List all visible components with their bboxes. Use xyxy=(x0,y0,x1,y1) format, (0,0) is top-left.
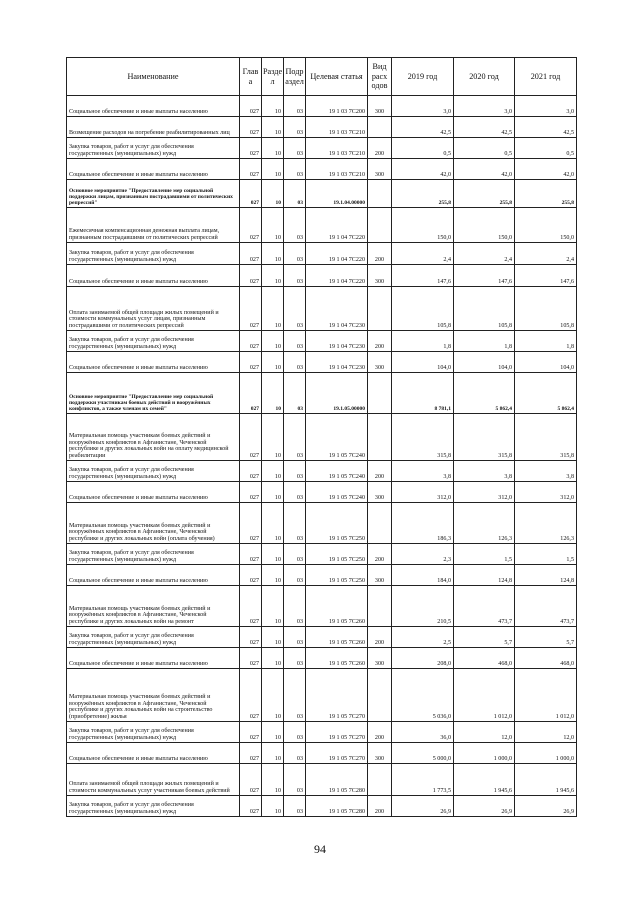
cell-2020: 5 862,4 xyxy=(454,373,515,414)
cell-glava: 027 xyxy=(240,627,262,648)
cell-2020: 2,4 xyxy=(454,243,515,265)
cell-2021: 104,0 xyxy=(515,352,577,373)
cell-vid: 300 xyxy=(368,565,392,586)
cell-2021: 2,4 xyxy=(515,243,577,265)
cell-podrazdel: 03 xyxy=(284,352,306,373)
table-row xyxy=(67,461,577,482)
cell-statya: 19 1 04 7С230 xyxy=(306,352,368,373)
cell-statya: 19 1 05 7С280 xyxy=(306,796,368,817)
cell-razdel: 10 xyxy=(262,180,284,208)
cell-statya: 19 1 04 7С230 xyxy=(306,331,368,352)
cell-name: Социальное обеспечение и иные выплаты населению xyxy=(67,96,240,117)
cell-2019: 208,0 xyxy=(392,648,454,669)
cell-name: Основное мероприятие "Предоставление мер социальной поддержки лицам, признанным пострадавшими от политических репрессий" xyxy=(67,180,240,208)
cell-statya: 19 1 05 7С270 xyxy=(306,669,368,722)
table-row xyxy=(67,180,577,208)
cell-name: Социальное обеспечение и иные выплаты населению xyxy=(67,352,240,373)
cell-2019: 42,5 xyxy=(392,117,454,138)
cell-glava: 027 xyxy=(240,287,262,331)
cell-razdel: 10 xyxy=(262,138,284,159)
cell-2019: 8 781,1 xyxy=(392,373,454,414)
cell-statya: 19 1 04 7С220 xyxy=(306,265,368,287)
cell-2020: 468,0 xyxy=(454,648,515,669)
cell-2019: 210,5 xyxy=(392,586,454,627)
cell-vid: 200 xyxy=(368,461,392,482)
cell-razdel: 10 xyxy=(262,414,284,461)
cell-vid xyxy=(368,586,392,627)
cell-2019: 150,0 xyxy=(392,208,454,243)
header-glava: Глав а xyxy=(240,58,262,96)
cell-2020: 0,5 xyxy=(454,138,515,159)
table-row xyxy=(67,796,577,817)
cell-glava: 027 xyxy=(240,96,262,117)
cell-statya: 19 1 05 7С240 xyxy=(306,461,368,482)
cell-name: Социальное обеспечение и иные выплаты населению xyxy=(67,743,240,764)
table-row xyxy=(67,159,577,180)
header-statya: Целевая статья xyxy=(306,58,368,96)
cell-podrazdel: 03 xyxy=(284,669,306,722)
cell-podrazdel: 03 xyxy=(284,648,306,669)
cell-statya: 19 1 03 7С210 xyxy=(306,159,368,180)
cell-vid: 200 xyxy=(368,138,392,159)
cell-name: Социальное обеспечение и иные выплаты населению xyxy=(67,159,240,180)
cell-2021: 1 000,0 xyxy=(515,743,577,764)
table-row xyxy=(67,138,577,159)
cell-podrazdel: 03 xyxy=(284,482,306,503)
cell-vid: 300 xyxy=(368,352,392,373)
cell-name: Социальное обеспечение и иные выплаты населению xyxy=(67,648,240,669)
cell-statya: 19 1 05 7С260 xyxy=(306,648,368,669)
cell-2020: 1,8 xyxy=(454,331,515,352)
cell-razdel: 10 xyxy=(262,331,284,352)
cell-razdel: 10 xyxy=(262,159,284,180)
cell-vid xyxy=(368,414,392,461)
cell-statya: 19 1 03 7С210 xyxy=(306,138,368,159)
cell-name: Закупка товаров, работ и услуг для обеспечения государственных (муниципальных) нужд xyxy=(67,243,240,265)
cell-name: Закупка товаров, работ и услуг для обеспечения государственных (муниципальных) нужд xyxy=(67,627,240,648)
table-row xyxy=(67,586,577,627)
cell-2019: 3,0 xyxy=(392,96,454,117)
cell-vid xyxy=(368,287,392,331)
table-row xyxy=(67,743,577,764)
cell-vid: 200 xyxy=(368,722,392,743)
cell-2021: 473,7 xyxy=(515,586,577,627)
cell-vid: 200 xyxy=(368,796,392,817)
cell-podrazdel: 03 xyxy=(284,117,306,138)
cell-2021: 3,8 xyxy=(515,461,577,482)
table-row xyxy=(67,96,577,117)
cell-name: Материальная помощь участникам боевых действий и вооружённых конфликтов в Афганистане, Чеченской республике и других локальных войн на оплату медицинской реабилитации xyxy=(67,414,240,461)
cell-razdel: 10 xyxy=(262,627,284,648)
cell-statya: 19 1 05 7С280 xyxy=(306,764,368,796)
cell-statya: 19.1.05.00000 xyxy=(306,373,368,414)
cell-podrazdel: 03 xyxy=(284,180,306,208)
cell-2021: 1 012,0 xyxy=(515,669,577,722)
cell-podrazdel: 03 xyxy=(284,627,306,648)
cell-razdel: 10 xyxy=(262,482,284,503)
cell-razdel: 10 xyxy=(262,722,284,743)
cell-2020: 42,0 xyxy=(454,159,515,180)
cell-2019: 36,0 xyxy=(392,722,454,743)
cell-vid xyxy=(368,180,392,208)
cell-2019: 26,9 xyxy=(392,796,454,817)
cell-razdel: 10 xyxy=(262,503,284,544)
cell-podrazdel: 03 xyxy=(284,796,306,817)
cell-2020: 124,8 xyxy=(454,565,515,586)
cell-2021: 124,8 xyxy=(515,565,577,586)
cell-podrazdel: 03 xyxy=(284,414,306,461)
cell-glava: 027 xyxy=(240,565,262,586)
cell-name: Социальное обеспечение и иные выплаты населению xyxy=(67,565,240,586)
cell-razdel: 10 xyxy=(262,669,284,722)
cell-glava: 027 xyxy=(240,544,262,565)
cell-glava: 027 xyxy=(240,648,262,669)
table-row xyxy=(67,503,577,544)
cell-podrazdel: 03 xyxy=(284,208,306,243)
cell-2021: 42,5 xyxy=(515,117,577,138)
cell-2020: 312,0 xyxy=(454,482,515,503)
cell-2019: 255,8 xyxy=(392,180,454,208)
table-row xyxy=(67,243,577,265)
table-row xyxy=(67,373,577,414)
cell-statya: 19 1 05 7С250 xyxy=(306,503,368,544)
cell-2020: 255,8 xyxy=(454,180,515,208)
cell-podrazdel: 03 xyxy=(284,743,306,764)
cell-podrazdel: 03 xyxy=(284,265,306,287)
cell-vid: 300 xyxy=(368,482,392,503)
cell-vid: 300 xyxy=(368,159,392,180)
cell-razdel: 10 xyxy=(262,796,284,817)
table-row xyxy=(67,117,577,138)
cell-statya: 19 1 05 7С250 xyxy=(306,565,368,586)
cell-podrazdel: 03 xyxy=(284,565,306,586)
table-row xyxy=(67,722,577,743)
cell-name: Материальная помощь участникам боевых действий и вооружённых конфликтов в Афганистане, Чеченской республике и других локальных войн на строительство (приобретение) жилья xyxy=(67,669,240,722)
cell-razdel: 10 xyxy=(262,373,284,414)
cell-razdel: 10 xyxy=(262,565,284,586)
cell-name: Закупка товаров, работ и услуг для обеспечения государственных (муниципальных) нужд xyxy=(67,461,240,482)
cell-podrazdel: 03 xyxy=(284,331,306,352)
cell-2021: 5 862,4 xyxy=(515,373,577,414)
header-vid: Вид расх одов xyxy=(368,58,392,96)
cell-name: Материальная помощь участникам боевых действий и вооружённых конфликтов в Афганистане, Чеченской республике и других локальных войн (оплата обучения) xyxy=(67,503,240,544)
cell-2020: 147,6 xyxy=(454,265,515,287)
cell-2021: 105,8 xyxy=(515,287,577,331)
cell-2021: 26,9 xyxy=(515,796,577,817)
table-row xyxy=(67,208,577,243)
cell-2019: 0,5 xyxy=(392,138,454,159)
cell-name: Социальное обеспечение и иные выплаты населению xyxy=(67,482,240,503)
cell-razdel: 10 xyxy=(262,117,284,138)
cell-2021: 1,8 xyxy=(515,331,577,352)
cell-2020: 473,7 xyxy=(454,586,515,627)
cell-2019: 42,0 xyxy=(392,159,454,180)
cell-2019: 3,8 xyxy=(392,461,454,482)
cell-vid: 300 xyxy=(368,96,392,117)
cell-glava: 027 xyxy=(240,352,262,373)
cell-statya: 19.1.04.00000 xyxy=(306,180,368,208)
cell-2019: 312,0 xyxy=(392,482,454,503)
table-row xyxy=(67,331,577,352)
cell-2019: 5 000,0 xyxy=(392,743,454,764)
cell-2021: 312,0 xyxy=(515,482,577,503)
cell-2019: 1,8 xyxy=(392,331,454,352)
header-2021: 2021 год xyxy=(515,58,577,96)
cell-vid: 200 xyxy=(368,243,392,265)
cell-2020: 1 945,6 xyxy=(454,764,515,796)
cell-glava: 027 xyxy=(240,586,262,627)
cell-podrazdel: 03 xyxy=(284,287,306,331)
cell-podrazdel: 03 xyxy=(284,243,306,265)
cell-glava: 027 xyxy=(240,331,262,352)
cell-glava: 027 xyxy=(240,138,262,159)
cell-vid xyxy=(368,669,392,722)
cell-2020: 3,0 xyxy=(454,96,515,117)
cell-podrazdel: 03 xyxy=(284,96,306,117)
table-row xyxy=(67,265,577,287)
cell-2021: 3,0 xyxy=(515,96,577,117)
cell-2019: 104,0 xyxy=(392,352,454,373)
cell-name: Закупка товаров, работ и услуг для обеспечения государственных (муниципальных) нужд xyxy=(67,138,240,159)
cell-podrazdel: 03 xyxy=(284,461,306,482)
cell-2021: 150,0 xyxy=(515,208,577,243)
cell-razdel: 10 xyxy=(262,461,284,482)
cell-vid xyxy=(368,764,392,796)
cell-2019: 186,3 xyxy=(392,503,454,544)
cell-razdel: 10 xyxy=(262,648,284,669)
cell-vid: 200 xyxy=(368,627,392,648)
cell-vid: 300 xyxy=(368,648,392,669)
cell-vid xyxy=(368,208,392,243)
cell-glava: 027 xyxy=(240,208,262,243)
cell-2020: 12,0 xyxy=(454,722,515,743)
cell-2020: 1 000,0 xyxy=(454,743,515,764)
header-podrazdel: Подр аздел xyxy=(284,58,306,96)
cell-glava: 027 xyxy=(240,265,262,287)
cell-name: Оплата занимаемой общей площади жилых помещений и стоимости коммунальных услуг участникам боевых действий xyxy=(67,764,240,796)
cell-podrazdel: 03 xyxy=(284,159,306,180)
cell-vid xyxy=(368,117,392,138)
cell-glava: 027 xyxy=(240,743,262,764)
header-name: Наименование xyxy=(67,58,240,96)
cell-2021: 1 945,6 xyxy=(515,764,577,796)
cell-vid: 300 xyxy=(368,265,392,287)
cell-glava: 027 xyxy=(240,117,262,138)
cell-podrazdel: 03 xyxy=(284,586,306,627)
cell-2021: 468,0 xyxy=(515,648,577,669)
table-row xyxy=(67,565,577,586)
cell-razdel: 10 xyxy=(262,96,284,117)
budget-table xyxy=(66,57,577,817)
cell-razdel: 10 xyxy=(262,764,284,796)
cell-statya: 19 1 03 7С200 xyxy=(306,96,368,117)
cell-vid xyxy=(368,503,392,544)
cell-name: Оплата занимаемой общей площади жилых помещений и стоимости коммунальных услуг лицам, признанным пострадавшими от политических репрессий xyxy=(67,287,240,331)
cell-2021: 5,7 xyxy=(515,627,577,648)
cell-podrazdel: 03 xyxy=(284,764,306,796)
cell-podrazdel: 03 xyxy=(284,373,306,414)
table-row xyxy=(67,352,577,373)
table-row xyxy=(67,287,577,331)
cell-glava: 027 xyxy=(240,243,262,265)
cell-name: Закупка товаров, работ и услуг для обеспечения государственных (муниципальных) нужд xyxy=(67,331,240,352)
cell-statya: 19 1 05 7С270 xyxy=(306,743,368,764)
cell-podrazdel: 03 xyxy=(284,544,306,565)
cell-name: Закупка товаров, работ и услуг для обеспечения государственных (муниципальных) нужд xyxy=(67,544,240,565)
cell-name: Возмещение расходов на погребение реабилитированных лиц xyxy=(67,117,240,138)
cell-glava: 027 xyxy=(240,722,262,743)
cell-podrazdel: 03 xyxy=(284,503,306,544)
header-2019: 2019 год xyxy=(392,58,454,96)
cell-2019: 105,8 xyxy=(392,287,454,331)
cell-2020: 105,8 xyxy=(454,287,515,331)
cell-glava: 027 xyxy=(240,373,262,414)
cell-vid: 200 xyxy=(368,544,392,565)
cell-2019: 315,8 xyxy=(392,414,454,461)
cell-2020: 1 012,0 xyxy=(454,669,515,722)
cell-glava: 027 xyxy=(240,461,262,482)
cell-2019: 2,4 xyxy=(392,243,454,265)
cell-statya: 19 1 04 7С220 xyxy=(306,208,368,243)
cell-2019: 1 773,5 xyxy=(392,764,454,796)
cell-2019: 5 036,0 xyxy=(392,669,454,722)
cell-2019: 147,6 xyxy=(392,265,454,287)
cell-razdel: 10 xyxy=(262,208,284,243)
cell-name: Основное мероприятие "Предоставление мер социальной поддержки участникам боевых действий и вооружённых конфликтов, а также членам их семей" xyxy=(67,373,240,414)
cell-vid xyxy=(368,373,392,414)
cell-name: Закупка товаров, работ и услуг для обеспечения государственных (муниципальных) нужд xyxy=(67,722,240,743)
cell-2020: 315,8 xyxy=(454,414,515,461)
cell-glava: 027 xyxy=(240,669,262,722)
cell-razdel: 10 xyxy=(262,243,284,265)
cell-podrazdel: 03 xyxy=(284,138,306,159)
cell-2020: 126,3 xyxy=(454,503,515,544)
header-2020: 2020 год xyxy=(454,58,515,96)
cell-2020: 150,0 xyxy=(454,208,515,243)
cell-razdel: 10 xyxy=(262,352,284,373)
cell-2021: 255,8 xyxy=(515,180,577,208)
cell-razdel: 10 xyxy=(262,743,284,764)
cell-statya: 19 1 05 7С260 xyxy=(306,586,368,627)
cell-2020: 104,0 xyxy=(454,352,515,373)
cell-vid: 300 xyxy=(368,743,392,764)
table-row xyxy=(67,648,577,669)
cell-glava: 027 xyxy=(240,482,262,503)
cell-name: Социальное обеспечение и иные выплаты населению xyxy=(67,265,240,287)
cell-2020: 26,9 xyxy=(454,796,515,817)
page-number: 94 xyxy=(314,842,326,856)
table-row xyxy=(67,669,577,722)
cell-statya: 19 1 05 7С270 xyxy=(306,722,368,743)
cell-2021: 42,0 xyxy=(515,159,577,180)
cell-statya: 19 1 05 7С240 xyxy=(306,414,368,461)
cell-statya: 19 1 04 7С230 xyxy=(306,287,368,331)
cell-razdel: 10 xyxy=(262,544,284,565)
cell-2021: 126,3 xyxy=(515,503,577,544)
cell-name: Ежемесячная компенсационная денежная выплата лицам, признанным пострадавшими от политических репрессий xyxy=(67,208,240,243)
cell-2021: 315,8 xyxy=(515,414,577,461)
cell-statya: 19 1 03 7С210 xyxy=(306,117,368,138)
cell-2019: 2,5 xyxy=(392,627,454,648)
cell-podrazdel: 03 xyxy=(284,722,306,743)
cell-glava: 027 xyxy=(240,503,262,544)
table-row xyxy=(67,482,577,503)
cell-2020: 3,8 xyxy=(454,461,515,482)
cell-2019: 184,0 xyxy=(392,565,454,586)
cell-2021: 147,6 xyxy=(515,265,577,287)
cell-2021: 12,0 xyxy=(515,722,577,743)
cell-2020: 42,5 xyxy=(454,117,515,138)
cell-2020: 5,7 xyxy=(454,627,515,648)
cell-glava: 027 xyxy=(240,764,262,796)
cell-statya: 19 1 05 7С240 xyxy=(306,482,368,503)
table-row xyxy=(67,544,577,565)
table-body xyxy=(67,96,577,817)
cell-glava: 027 xyxy=(240,796,262,817)
cell-statya: 19 1 05 7С260 xyxy=(306,627,368,648)
table-row xyxy=(67,627,577,648)
cell-2019: 2,3 xyxy=(392,544,454,565)
cell-2021: 0,5 xyxy=(515,138,577,159)
cell-name: Закупка товаров, работ и услуг для обеспечения государственных (муниципальных) нужд xyxy=(67,796,240,817)
cell-statya: 19 1 04 7С220 xyxy=(306,243,368,265)
cell-2021: 1,5 xyxy=(515,544,577,565)
cell-razdel: 10 xyxy=(262,287,284,331)
table-row xyxy=(67,764,577,796)
cell-statya: 19 1 05 7С250 xyxy=(306,544,368,565)
cell-glava: 027 xyxy=(240,414,262,461)
table-header-row xyxy=(67,58,577,96)
cell-razdel: 10 xyxy=(262,586,284,627)
cell-glava: 027 xyxy=(240,180,262,208)
cell-2020: 1,5 xyxy=(454,544,515,565)
header-razdel: Разде л xyxy=(262,58,284,96)
cell-razdel: 10 xyxy=(262,265,284,287)
cell-name: Материальная помощь участникам боевых действий и вооружённых конфликтов в Афганистане, Чеченской республике и других локальных войн на ремонт xyxy=(67,586,240,627)
cell-vid: 200 xyxy=(368,331,392,352)
table-row xyxy=(67,414,577,461)
cell-glava: 027 xyxy=(240,159,262,180)
